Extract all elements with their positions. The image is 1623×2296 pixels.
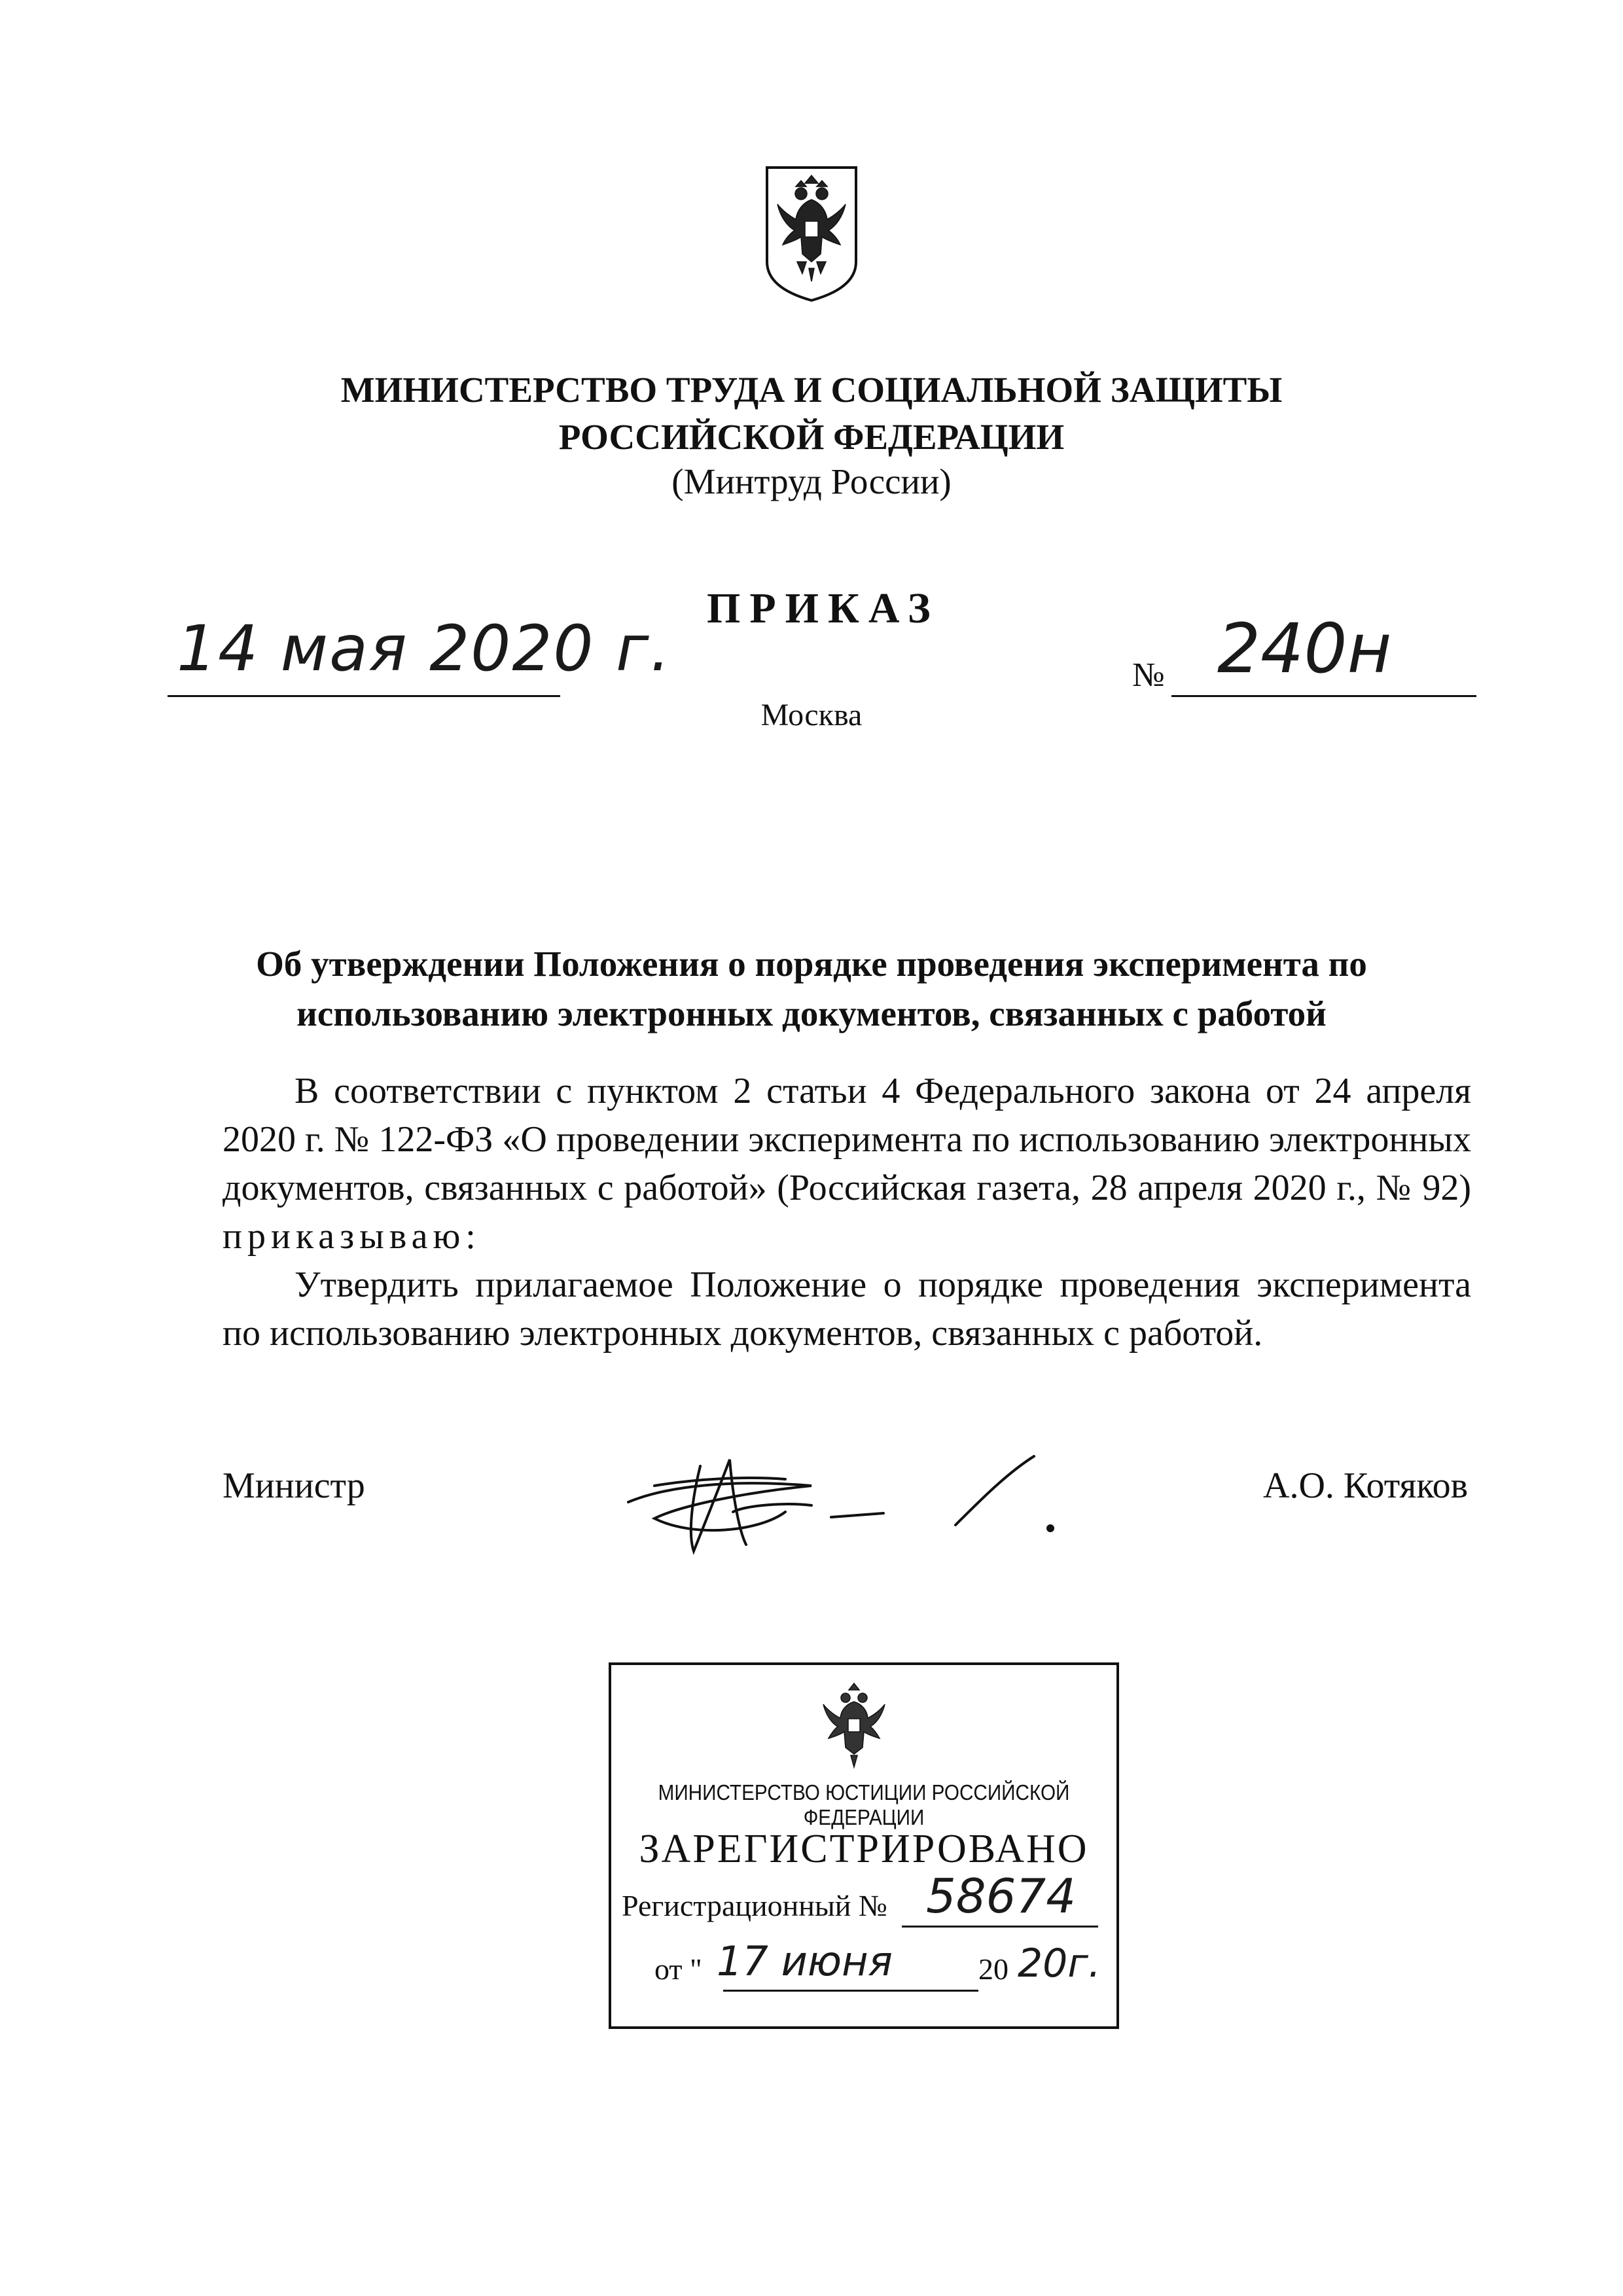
stamp-year-prefix: 20 [978, 1952, 1008, 1986]
order-title-line1: Об утверждении Положения о порядке проведения эксперимента по [256, 944, 1367, 984]
stamp-year: 20г. [1018, 1941, 1101, 1986]
stamp-reg-number: 58674 [926, 1869, 1077, 1924]
russian-coat-of-arms-icon [763, 164, 860, 304]
body-paragraph-1 [223, 1067, 1471, 1261]
order-word: приказываю: [223, 1216, 481, 1257]
ministry-name-line1: МИНИСТЕРСТВО ТРУДА И СОЦИАЛЬНОЙ ЗАЩИТЫ [340, 370, 1283, 410]
body-paragraph-2: Утвердить прилагаемое Положение о порядке проведения эксперимента по использованию электронных документов, связанных с работой. [223, 1265, 1471, 1354]
signatory-name: А.О. Котяков [1263, 1465, 1469, 1506]
russian-coat-of-arms-icon [805, 1682, 903, 1770]
document-type: ПРИКАЗ [707, 584, 940, 632]
order-number: 240н [1217, 609, 1392, 689]
stamp-date-prefix: от " [654, 1952, 702, 1986]
city: Москва [760, 698, 863, 732]
order-title [196, 939, 1427, 1039]
stamp-reg-label: Регистрационный № [622, 1889, 887, 1922]
signatory-position: Министр [223, 1465, 365, 1506]
stamp-registered: ЗАРЕГИСТРИРОВАНО [639, 1827, 1089, 1871]
order-body [223, 1067, 1471, 1357]
order-title-line2: использованию электронных документов, связанных с работой [296, 994, 1327, 1033]
stamp-ministry: МИНИСТЕРСТВО ЮСТИЦИИ РОССИЙСКОЙ ФЕДЕРАЦИИ [658, 1780, 1070, 1829]
signature-icon [615, 1440, 1060, 1558]
stamp-date: 17 июня [717, 1937, 893, 1985]
body-paragraph-1-text: В соответствии с пунктом 2 статьи 4 Федерального закона от 24 апреля 2020 г. № 122-ФЗ «О проведении эксперимента по использованию электронных документов, связанных с работой» (Российская газета, 28 апреля 2020 г., № 92) [223, 1071, 1471, 1208]
stamp-number-underline [902, 1926, 1098, 1928]
stamp-date-underline [723, 1990, 978, 1992]
number-label: № [1132, 656, 1165, 694]
ministry-short-name: (Минтруд России) [671, 461, 952, 501]
ministry-name-line2: РОССИЙСКОЙ ФЕДЕРАЦИИ [558, 417, 1065, 457]
order-date: 14 мая 2020 г. [177, 612, 671, 685]
